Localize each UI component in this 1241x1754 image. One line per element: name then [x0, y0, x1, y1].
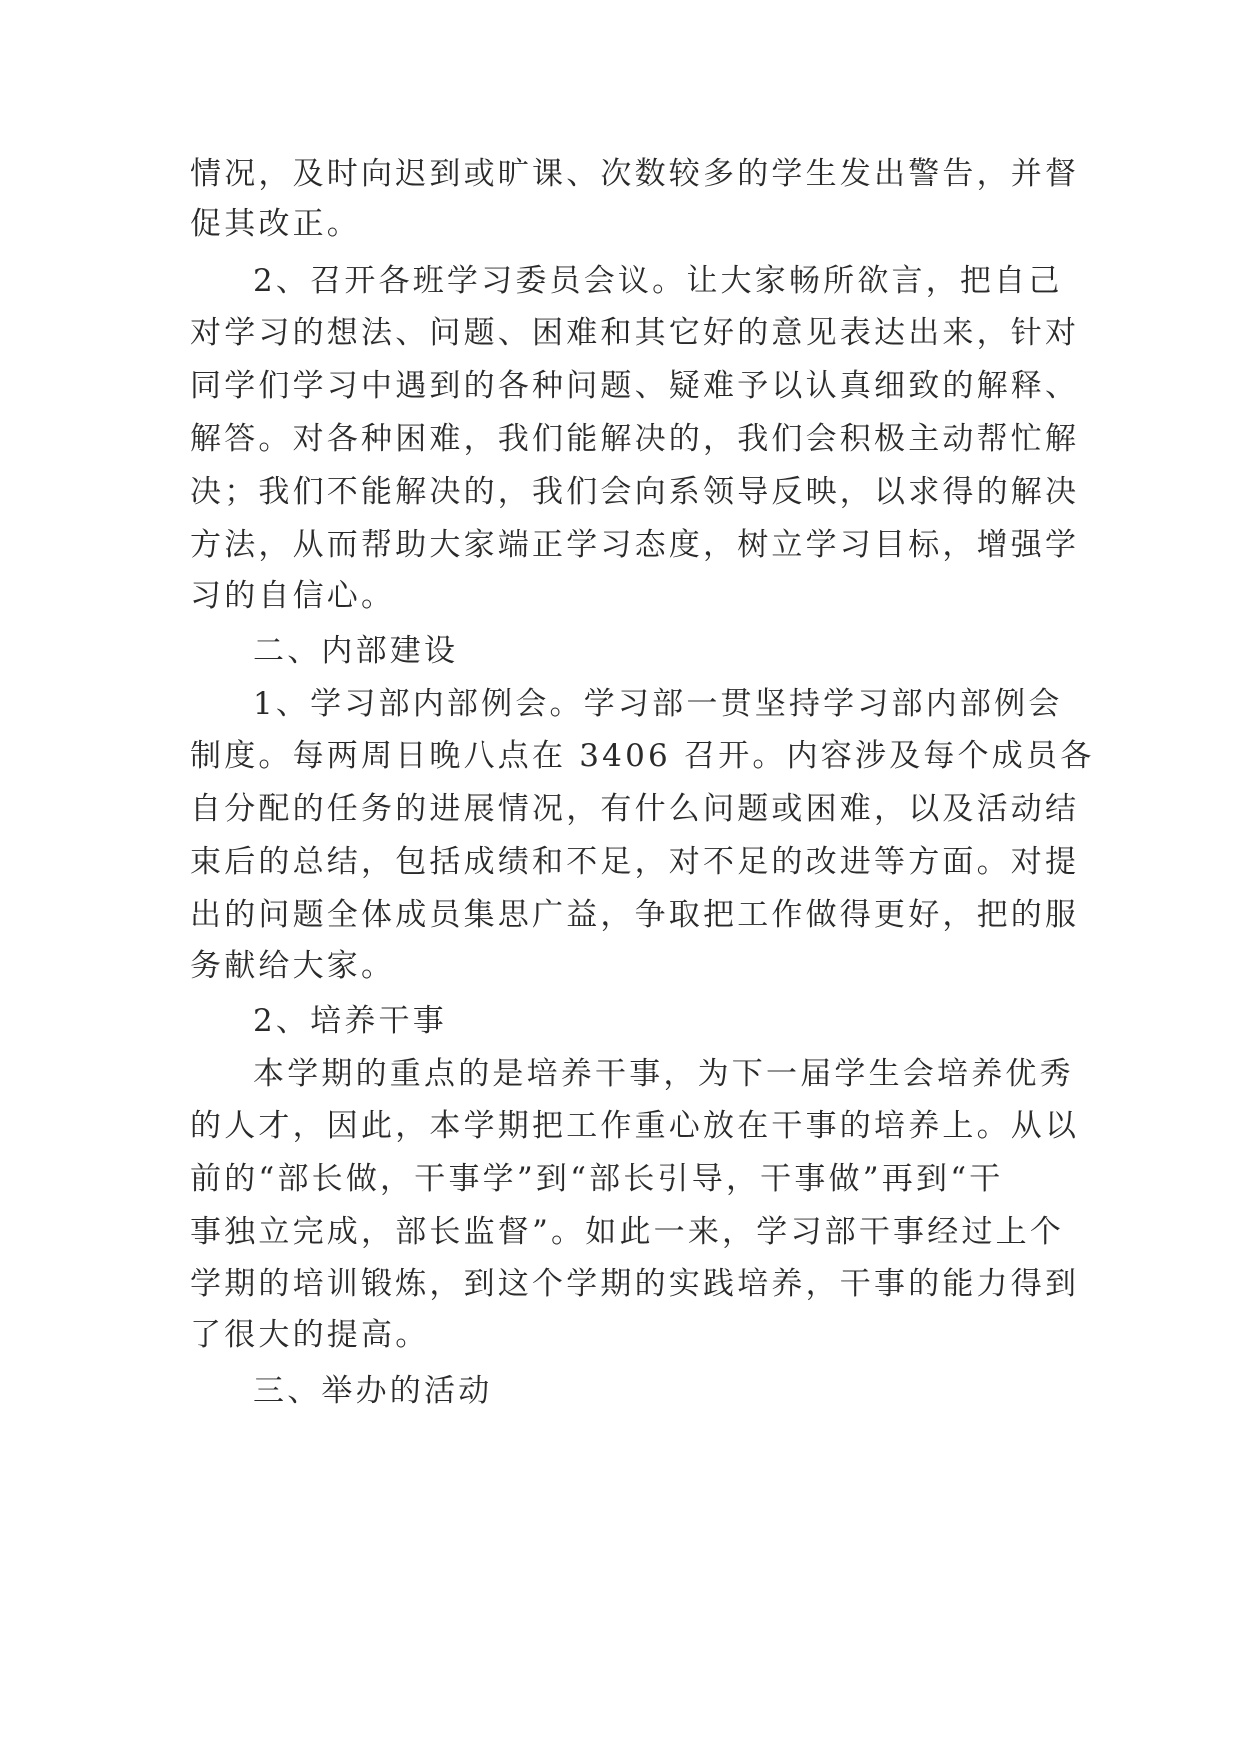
text-line: 习的自信心。	[190, 578, 396, 614]
text-line: 同学们学习中遇到的各种问题、疑难予以认真细致的解释、	[190, 368, 1080, 404]
text-line: 解答。对各种困难，我们能解决的，我们会积极主动帮忙解	[190, 421, 1080, 457]
text-line: 务献给大家。	[190, 948, 396, 984]
text-line: 决；我们不能解决的，我们会向系领导反映，以求得的解决	[190, 474, 1080, 510]
text-line: 了很大的提高。	[190, 1317, 430, 1353]
text-line: 学期的培训锻炼，到这个学期的实践培养，干事的能力得到	[190, 1266, 1080, 1302]
text-line: 前的“部长做，干事学”到“部长引导，干事做”再到“干	[190, 1161, 1004, 1197]
section-heading: 三、举办的活动	[253, 1373, 493, 1409]
text-line: 促其改正。	[190, 206, 361, 242]
paragraph-line: 2、召开各班学习委员会议。让大家畅所欲言，把自己	[253, 263, 1063, 299]
section-heading: 二、内部建设	[253, 633, 459, 669]
text-line: 对学习的想法、问题、困难和其它好的意见表达出来，针对	[190, 315, 1080, 351]
text-line: 束后的总结，包括成绩和不足，对不足的改进等方面。对提	[190, 844, 1080, 880]
text-line: 出的问题全体成员集思广益，争取把工作做得更好，把的服	[190, 897, 1080, 933]
text-line: 情况，及时向迟到或旷课、次数较多的学生发出警告，并督	[190, 156, 1080, 192]
text-line: 自分配的任务的进展情况，有什么问题或困难，以及活动结	[190, 791, 1080, 827]
text-line: 的人才，因此，本学期把工作重心放在干事的培养上。从以	[190, 1108, 1080, 1144]
text-line: 方法，从而帮助大家端正学习态度，树立学习目标，增强学	[190, 527, 1080, 563]
text-line: 制度。每两周日晚八点在 3406 召开。内容涉及每个成员各	[190, 738, 1095, 774]
paragraph-line: 1、学习部内部例会。学习部一贯坚持学习部内部例会	[253, 686, 1063, 722]
text-line: 事独立完成，部长监督”。如此一来，学习部干事经过上个	[190, 1214, 1065, 1250]
paragraph-line: 本学期的重点的是培养干事，为下一届学生会培养优秀	[253, 1056, 1074, 1092]
subsection-heading: 2、培养干事	[253, 1003, 447, 1039]
